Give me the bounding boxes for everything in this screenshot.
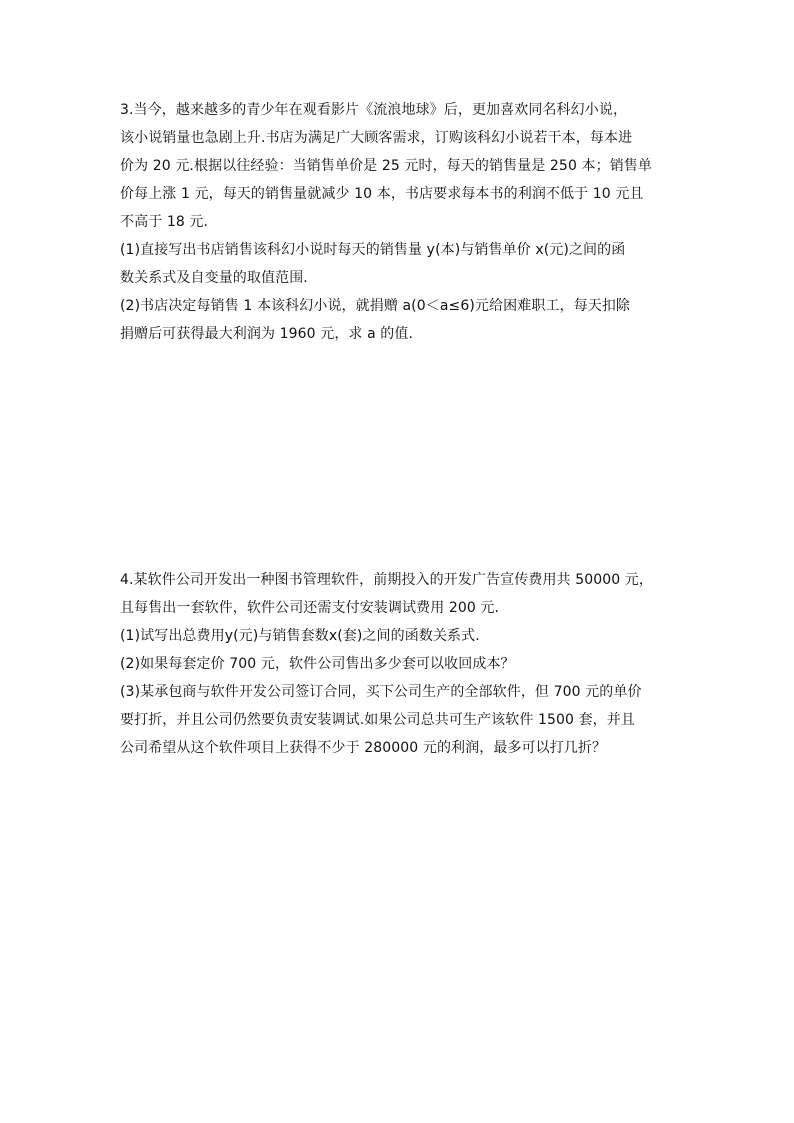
problem-3-line: 价每上涨 1 元，每天的销售量就减少 10 本，书店要求每本书的利润不低于 10 元且 xyxy=(120,186,644,202)
problem-3-line: 该小说销量也急剧上升.书店为满足广大顾客需求，订购该科幻小说若干本，每本进 xyxy=(120,130,633,146)
problem-4-question-1: (1)试写出总费用y(元)与销售套数x(套)之间的函数关系式. xyxy=(120,628,480,644)
problem-3 xyxy=(120,96,682,348)
problem-3-question-1: (1)直接写出书店销售该科幻小说时每天的销售量 y(本)与销售单价 x(元)之间的函 xyxy=(120,242,626,258)
problem-4-question-2: (2)如果每套定价 700 元，软件公司售出多少套可以收回成本？ xyxy=(120,656,515,672)
problem-3-line: 不高于 18 元. xyxy=(120,214,209,230)
problem-3-line: 3.当今，越来越多的青少年在观看影片《流浪地球》后，更加喜欢同名科幻小说， xyxy=(120,102,628,118)
problem-4-line: 且每售出一套软件，软件公司还需支付安装调试费用 200 元. xyxy=(120,600,500,616)
problem-4-line: 4.某软件公司开发出一种图书管理软件，前期投入的开发广告宣传费用共 50000 元， xyxy=(120,572,653,588)
problem-3-line: 价为 20 元.根据以往经验：当销售单价是 25 元时，每天的销售量是 250 本；销售单 xyxy=(120,158,652,174)
problem-4-line: 要打折，并且公司仍然要负责安装调试.如果公司总共可生产该软件 1500 套，并且 xyxy=(120,712,635,728)
problem-3-line: 捐赠后可获得最大利润为 1960 元，求 a 的值. xyxy=(120,326,414,342)
problem-3-line: 数关系式及自变量的取值范围. xyxy=(120,270,308,286)
problem-4-line: 公司希望从这个软件项目上获得不少于 280000 元的利润，最多可以打几折？ xyxy=(120,740,607,756)
problem-4-question-3: (3)某承包商与软件开发公司签订合同，买下公司生产的全部软件，但 700 元的单价 xyxy=(120,684,642,700)
problem-4 xyxy=(120,566,682,762)
problem-3-question-2: (2)书店决定每销售 1 本该科幻小说，就捐赠 a(0＜a≤6)元给困难职工，每天扣除 xyxy=(120,298,631,314)
